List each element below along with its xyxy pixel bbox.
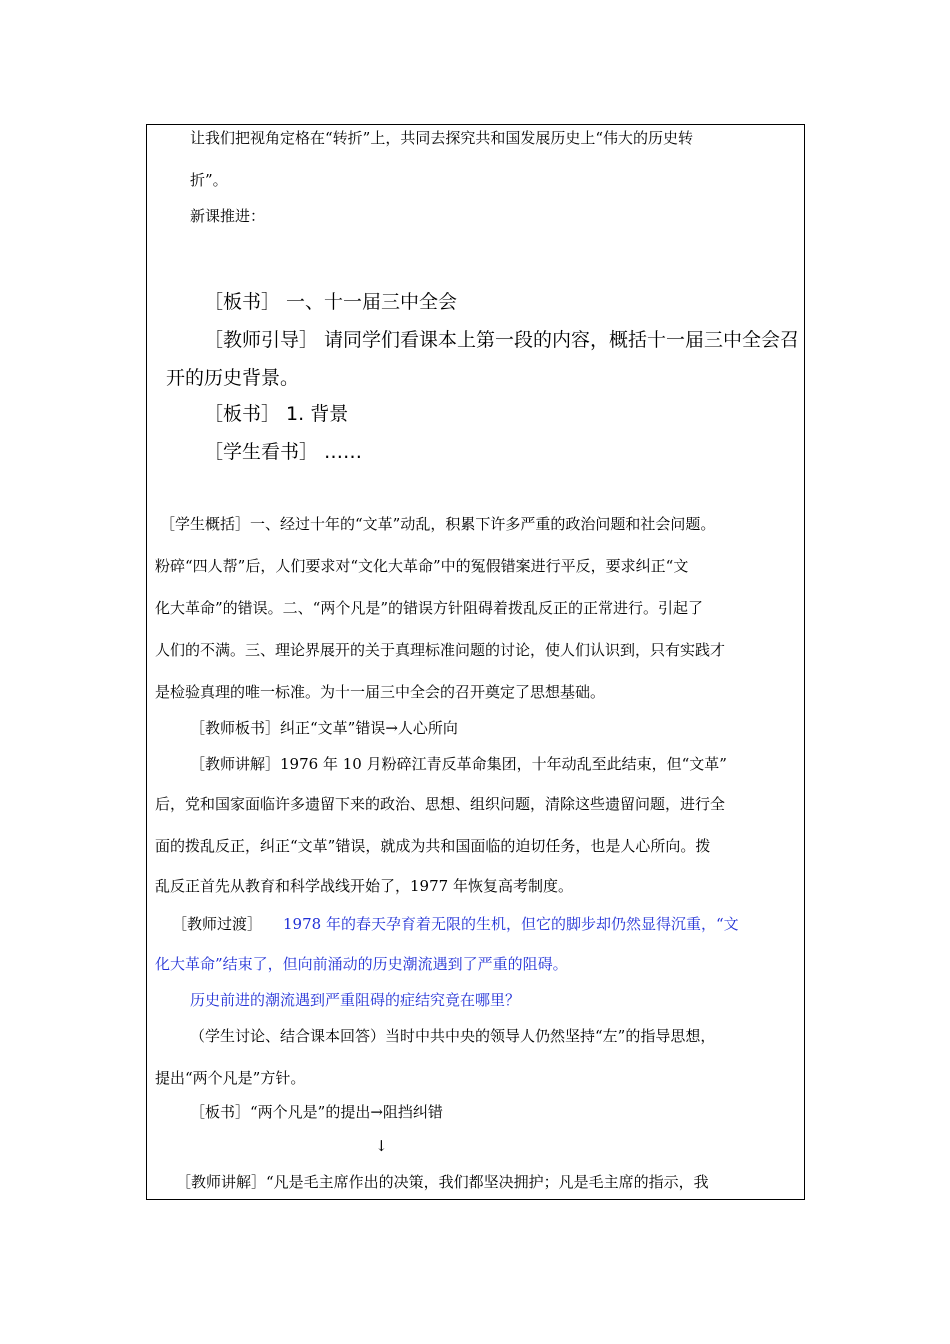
teacher-board-correction: ［教师板书］纠正“文革”错误→人心所向 — [190, 719, 458, 737]
teacher-transition-text-1: 1978 年的春天孕育着无限的生机，但它的脚步却仍然显得沉重，“文 — [283, 915, 739, 933]
board-heading-1: ［板书］ 一、十一届三中全会 — [204, 291, 458, 313]
teacher-guide-line-1: ［教师引导］ 请同学们看课本上第一段的内容，概括十一届三中全会召 — [204, 329, 800, 351]
board-two-whatevers: ［板书］“两个凡是”的提出→阻挡纠错 — [190, 1103, 443, 1121]
new-lesson-label: 新课推进： — [190, 207, 266, 225]
student-summary-line-4: 人们的不满。三、理论界展开的关于真理标准问题的讨论，使人们认识到，只有实践才 — [155, 641, 726, 659]
question-line: 历史前进的潮流遇到严重阻碍的症结究竟在哪里？ — [190, 991, 521, 1009]
teacher-guide-line-2: 开的历史背景。 — [166, 367, 300, 389]
teacher-explain-line-2: 后，党和国家面临许多遗留下来的政治、思想、组织问题，清除这些遗留问题，进行全 — [155, 795, 726, 813]
student-summary-line-2: 粉碎“四人帮”后，人们要求对“文化大革命”中的冤假错案进行平反，要求纠正“文 — [155, 557, 689, 575]
intro-line-2: 折”。 — [190, 171, 228, 189]
teacher-explain-line-3: 面的拨乱反正，纠正“文革”错误，就成为共和国面临的迫切任务，也是人心所向。拨 — [155, 837, 711, 855]
student-discussion-line-1: （学生讨论、结合课本回答）当时中共中央的领导人仍然坚持“左”的指导思想， — [190, 1027, 716, 1045]
teacher-explain-quote: ［教师讲解］“凡是毛主席作出的决策，我们都坚决拥护；凡是毛主席的指示，我 — [176, 1173, 709, 1191]
student-reading: ［学生看书］ …… — [204, 441, 363, 463]
teacher-transition-label: ［教师过渡］ — [172, 915, 263, 933]
student-discussion-line-2: 提出“两个凡是”方针。 — [155, 1069, 306, 1087]
down-arrow: ↓ — [375, 1137, 388, 1155]
teacher-explain-line-1: ［教师讲解］1976 年 10 月粉碎江青反革命集团，十年动乱至此结束，但“文革” — [190, 755, 727, 773]
student-summary-line-3: 化大革命”的错误。二、“两个凡是”的错误方针阻碍着拨乱反正的正常进行。引起了 — [155, 599, 704, 617]
teacher-transition-text-2: 化大革命”结束了，但向前涌动的历史潮流遇到了严重的阻碍。 — [155, 955, 568, 973]
board-background: ［板书］ 1. 背景 — [204, 403, 349, 425]
student-summary-line-5: 是检验真理的唯一标准。为十一届三中全会的召开奠定了思想基础。 — [155, 683, 606, 701]
student-summary-line-1: ［学生概括］一、经过十年的“文革”动乱，积累下许多严重的政治问题和社会问题。 — [160, 515, 716, 533]
intro-line-1: 让我们把视角定格在“转折”上，共同去探究共和国发展历史上“伟大的历史转 — [190, 129, 694, 147]
teacher-explain-line-4: 乱反正首先从教育和科学战线开始了，1977 年恢复高考制度。 — [155, 877, 573, 895]
